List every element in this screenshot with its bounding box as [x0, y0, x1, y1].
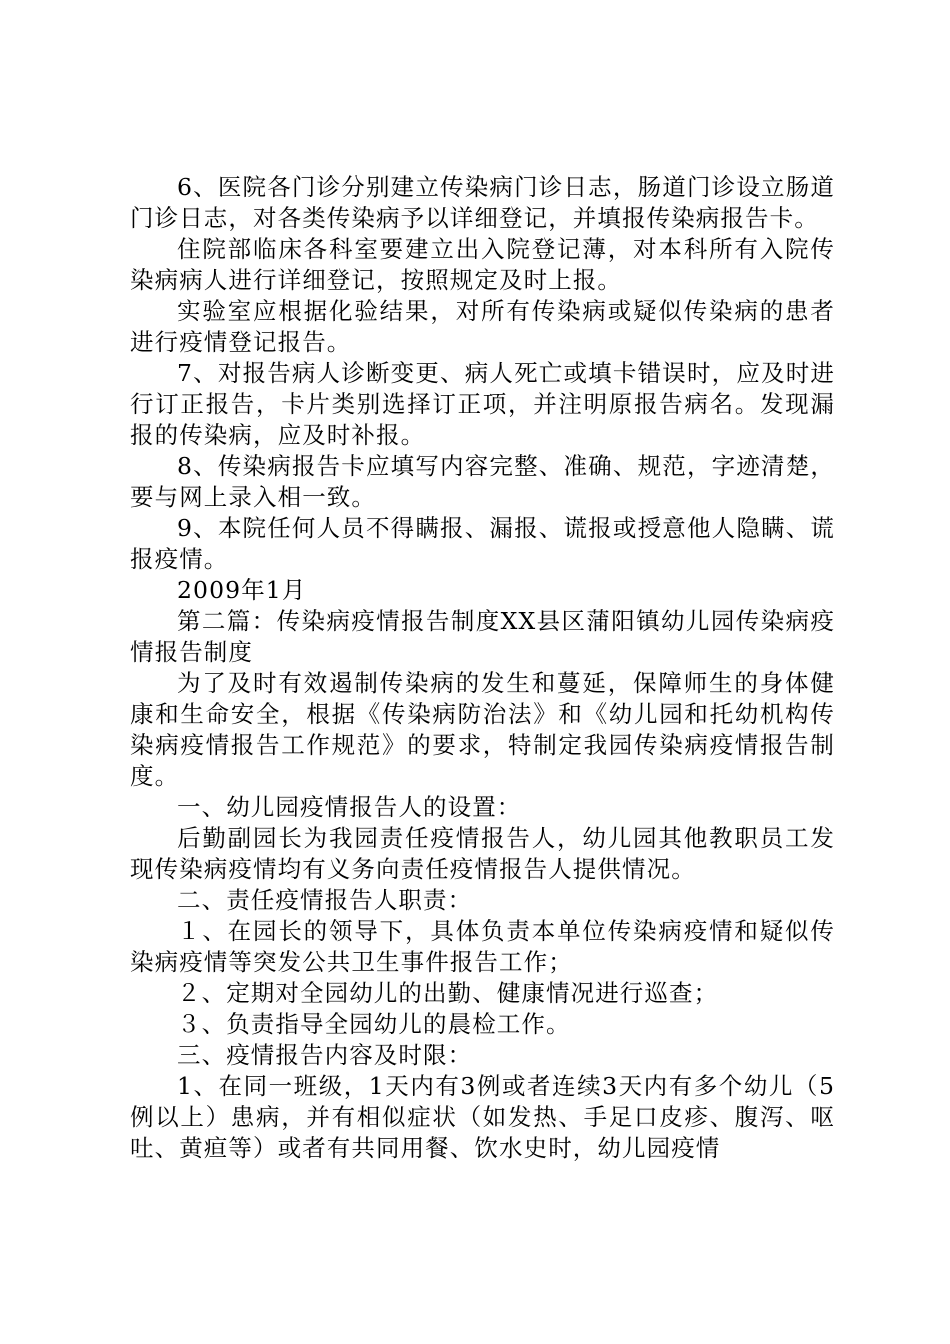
paragraph: １、在园长的领导下，具体负责本单位传染病疫情和疑似传染病疫情等突发公共卫生事件报告工作； — [130, 917, 835, 976]
paragraph: 9、本院任何人员不得瞒报、漏报、谎报或授意他人隐瞒、谎报疫情。 — [130, 514, 835, 573]
paragraph: ３、负责指导全园幼儿的晨检工作。 — [177, 1010, 571, 1038]
paragraph: 为了及时有效遏制传染病的发生和蔓延，保障师生的身体健康和生命安全，根据《传染病防治法》和《幼儿园和托幼机构传染病疫情报告工作规范》的要求，特制定我园传染病疫情报告制度。 — [130, 669, 835, 790]
paragraph: ２、定期对全园幼儿的出勤、健康情况进行巡查； — [177, 979, 719, 1007]
section-heading: 三、疫情报告内容及时限： — [177, 1041, 473, 1069]
document-body — [130, 172, 835, 1164]
paragraph: 8、传染病报告卡应填写内容完整、准确、规范，字迹清楚，要与网上录入相一致。 — [130, 452, 835, 511]
section-heading: 一、幼儿园疫情报告人的设置： — [177, 793, 522, 821]
paragraph: 6、医院各门诊分别建立传染病门诊日志，肠道门诊设立肠道门诊日志，对各类传染病予以详细登记，并填报传染病报告卡。 — [130, 173, 835, 232]
paragraph: 住院部临床各科室要建立出入院登记薄，对本科所有入院传染病病人进行详细登记，按照规定及时上报。 — [130, 235, 835, 294]
section-heading: 二、责任疫情报告人职责： — [177, 886, 473, 914]
paragraph: 1、在同一班级，1天内有3例或者连续3天内有多个幼儿（5例以上）患病，并有相似症状（如发热、手足口皮疹、腹泻、呕吐、黄疸等）或者有共同用餐、饮水史时，幼儿园疫情 — [130, 1072, 835, 1162]
paragraph: 7、对报告病人诊断变更、病人死亡或填卡错误时，应及时进行订正报告，卡片类别选择订正项，并注明原报告病名。发现漏报的传染病，应及时补报。 — [130, 359, 835, 449]
paragraph: 实验室应根据化验结果，对所有传染病或疑似传染病的患者进行疫情登记报告。 — [130, 297, 835, 356]
paragraph: 后勤副园长为我园责任疫情报告人，幼儿园其他教职员工发现传染病疫情均有义务向责任疫情报告人提供情况。 — [130, 824, 835, 883]
date-line: 2009年1月 — [177, 576, 307, 604]
section-title: 第二篇：传染病疫情报告制度XX县区蒲阳镇幼儿园传染病疫情报告制度 — [130, 607, 835, 666]
